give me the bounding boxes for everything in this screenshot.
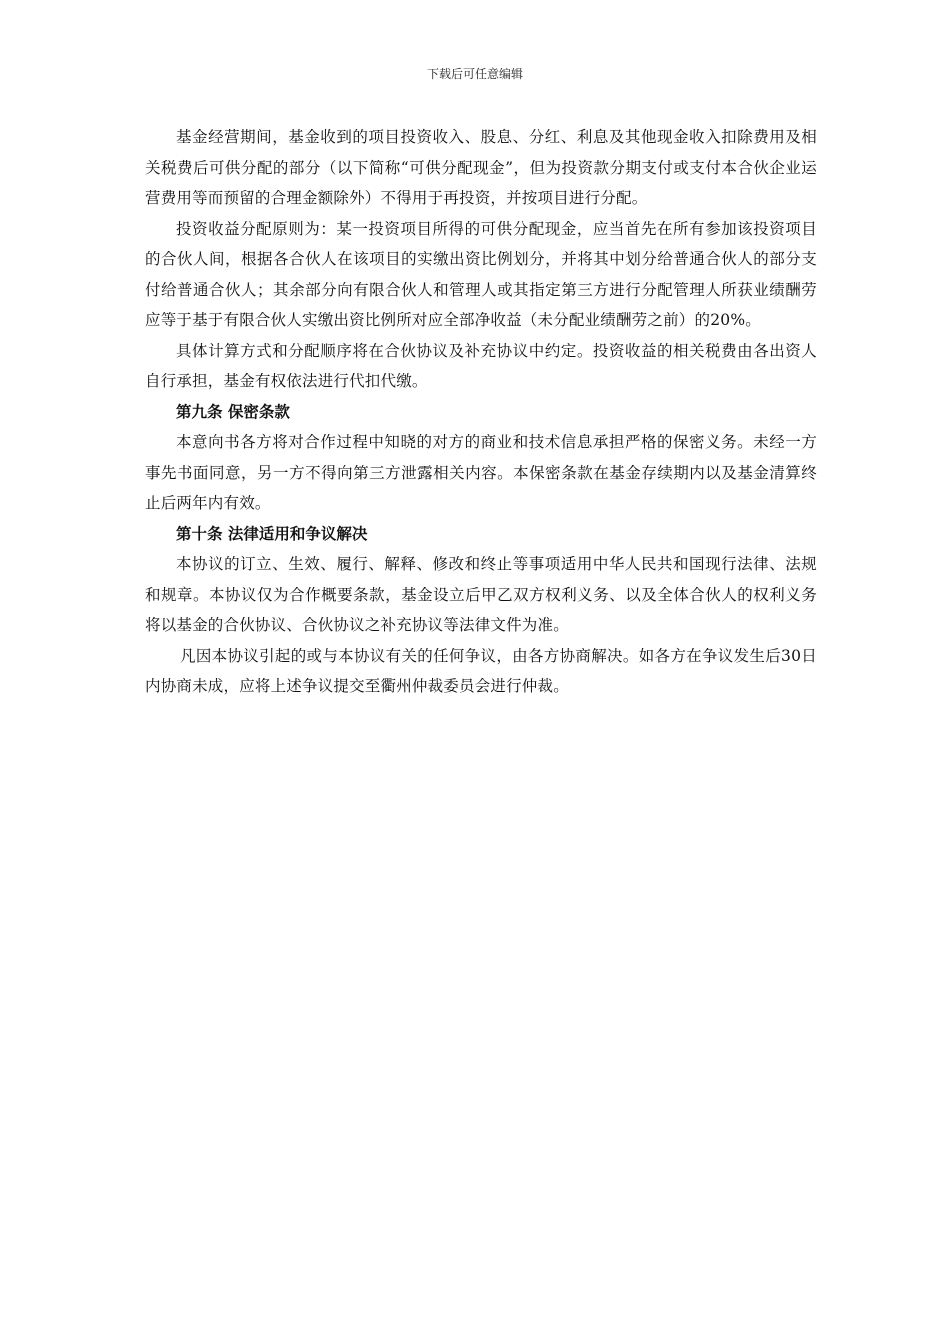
document-body — [145, 122, 817, 702]
page-header-note: 下载后可任意编辑 — [426, 67, 523, 81]
paragraph-calculation-and-taxes: 具体计算方式和分配顺序将在合伙协议及补充协议中约定。投资收益的相关税费由各出资人自行承担，基金有权依法进行代扣代缴。 — [145, 341, 817, 390]
paragraph-fund-distribution: 基金经营期间，基金收到的项目投资收入、股息、分红、利息及其他现金收入扣除费用及相关税费后可供分配的部分（以下简称“可供分配现金”，但为投资款分期支付或支付本合伙企业运营费用等而预留的合理金额除外）不得用于再投资，并按项目进行分配。 — [145, 128, 817, 207]
paragraph-dispute-resolution: 凡因本协议引起的或与本协议有关的任何争议，由各方协商解决。如各方在争议发生后30日内协商未成，应将上述争议提交至衢州仲裁委员会进行仲裁。 — [145, 646, 817, 695]
section-heading-governing-law: 第十条 法律适用和争议解决 — [176, 524, 368, 543]
paragraph-confidentiality: 本意向书各方将对合作过程中知晓的对方的商业和技术信息承担严格的保密义务。未经一方事先书面同意，另一方不得向第三方泄露相关内容。本保密条款在基金存续期内以及基金清算终止后两年内有效。 — [145, 433, 817, 512]
section-heading-confidentiality: 第九条 保密条款 — [176, 402, 290, 421]
paragraph-profit-allocation-principle: 投资收益分配原则为：某一投资项目所得的可供分配现金，应当首先在所有参加该投资项目的合伙人间，根据各合伙人在该项目的实缴出资比例划分，并将其中划分给普通合伙人的部分支付给普通合伙人；其余部分向有限合伙人和管理人或其指定第三方进行分配管理人所获业绩酬劳应等于基于有限合伙人实缴出资比例所对应全部净收益（未分配业绩酬劳之前）的20%。 — [145, 219, 817, 329]
paragraph-governing-law: 本协议的订立、生效、履行、解释、修改和终止等事项适用中华人民共和国现行法律、法规和规章。本协议仅为合作概要条款，基金设立后甲乙双方权利义务、以及全体合伙人的权利义务将以基金的合伙协议、合伙协议之补充协议等法律文件为准。 — [145, 555, 817, 634]
